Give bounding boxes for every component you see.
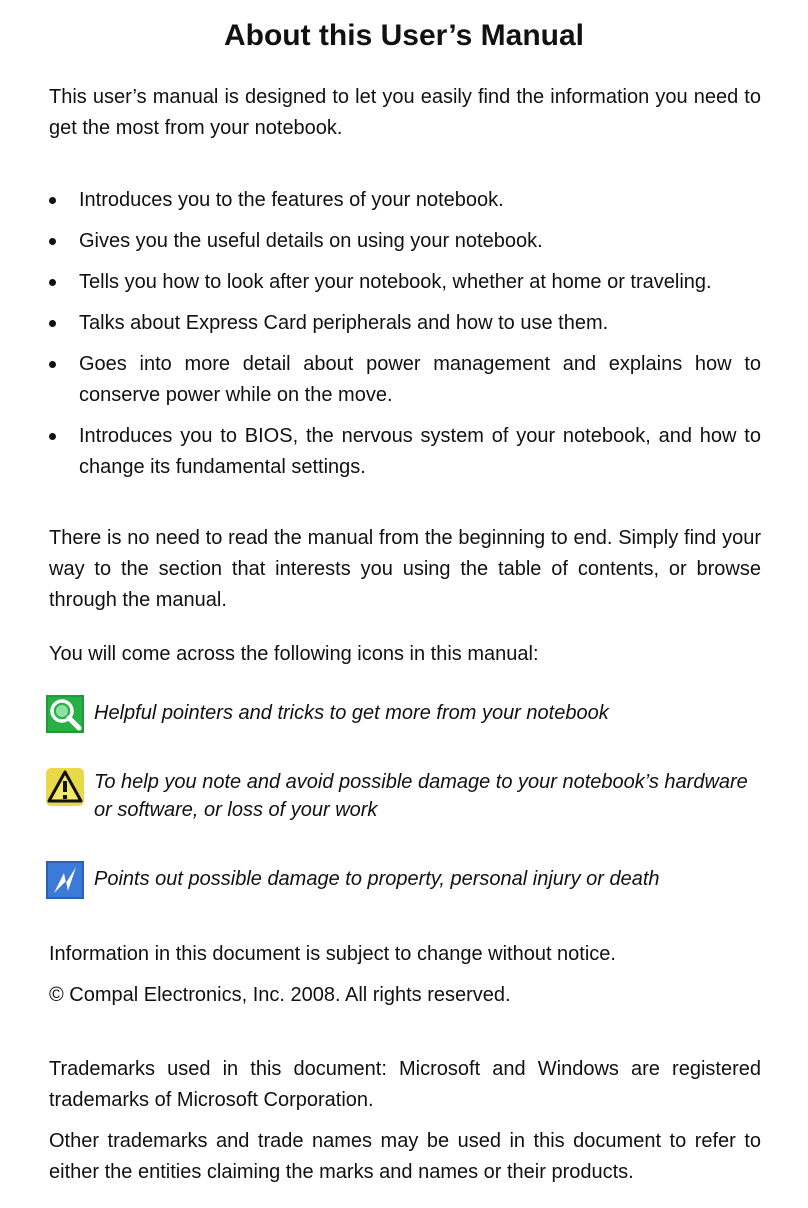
bullet-icon [49,361,56,368]
other-trademarks-paragraph: Other trademarks and trade names may be used in this document to refer to either the entities claiming the marks and names or their products. [49,1130,761,1183]
list-item: Introduces you to BIOS, the nervous system of your notebook, and how to change its fundamental settings. [49,421,761,483]
notice-paragraph: Information in this document is subject to change without notice. [49,943,616,965]
bullet-icon [49,279,56,286]
bullet-icon [49,197,56,204]
icon-caution-description: To help you note and avoid possible damage to your notebook’s hardware or software, or loss of your work [94,771,748,821]
feature-list [49,185,761,493]
list-item: Tells you how to look after your notebook, whether at home or traveling. [49,267,761,298]
copyright-paragraph: © Compal Electronics, Inc. 2008. All rights reserved. [49,984,511,1006]
list-item: Talks about Express Card peripherals and how to use them. [49,308,761,339]
page-title: About this User’s Manual [223,19,585,52]
magnifier-tip-icon [46,695,84,733]
icons-intro-paragraph: You will come across the following icons in this manual: [49,643,539,665]
reading-note-paragraph: There is no need to read the manual from the beginning to end. Simply find your way to the section that interests you using the table of contents, or browse through the manual. [49,527,761,611]
warning-lightning-icon [46,861,84,899]
bullet-icon [49,433,56,440]
caution-triangle-icon [46,768,84,806]
intro-paragraph: This user’s manual is designed to let you easily find the information you need to get the most from your notebook. [49,86,761,139]
bullet-icon [49,320,56,327]
icon-warning-description: Points out possible damage to property, personal injury or death [94,868,660,890]
list-item: Goes into more detail about power management and explains how to conserve power while on the move. [49,349,761,411]
trademarks-paragraph: Trademarks used in this document: Microsoft and Windows are registered trademarks of Microsoft Corporation. [49,1058,761,1111]
bullet-icon [49,238,56,245]
list-item: Gives you the useful details on using your notebook. [49,226,761,257]
list-item: Introduces you to the features of your notebook. [49,185,761,216]
icon-tip-description: Helpful pointers and tricks to get more from your notebook [94,702,609,724]
